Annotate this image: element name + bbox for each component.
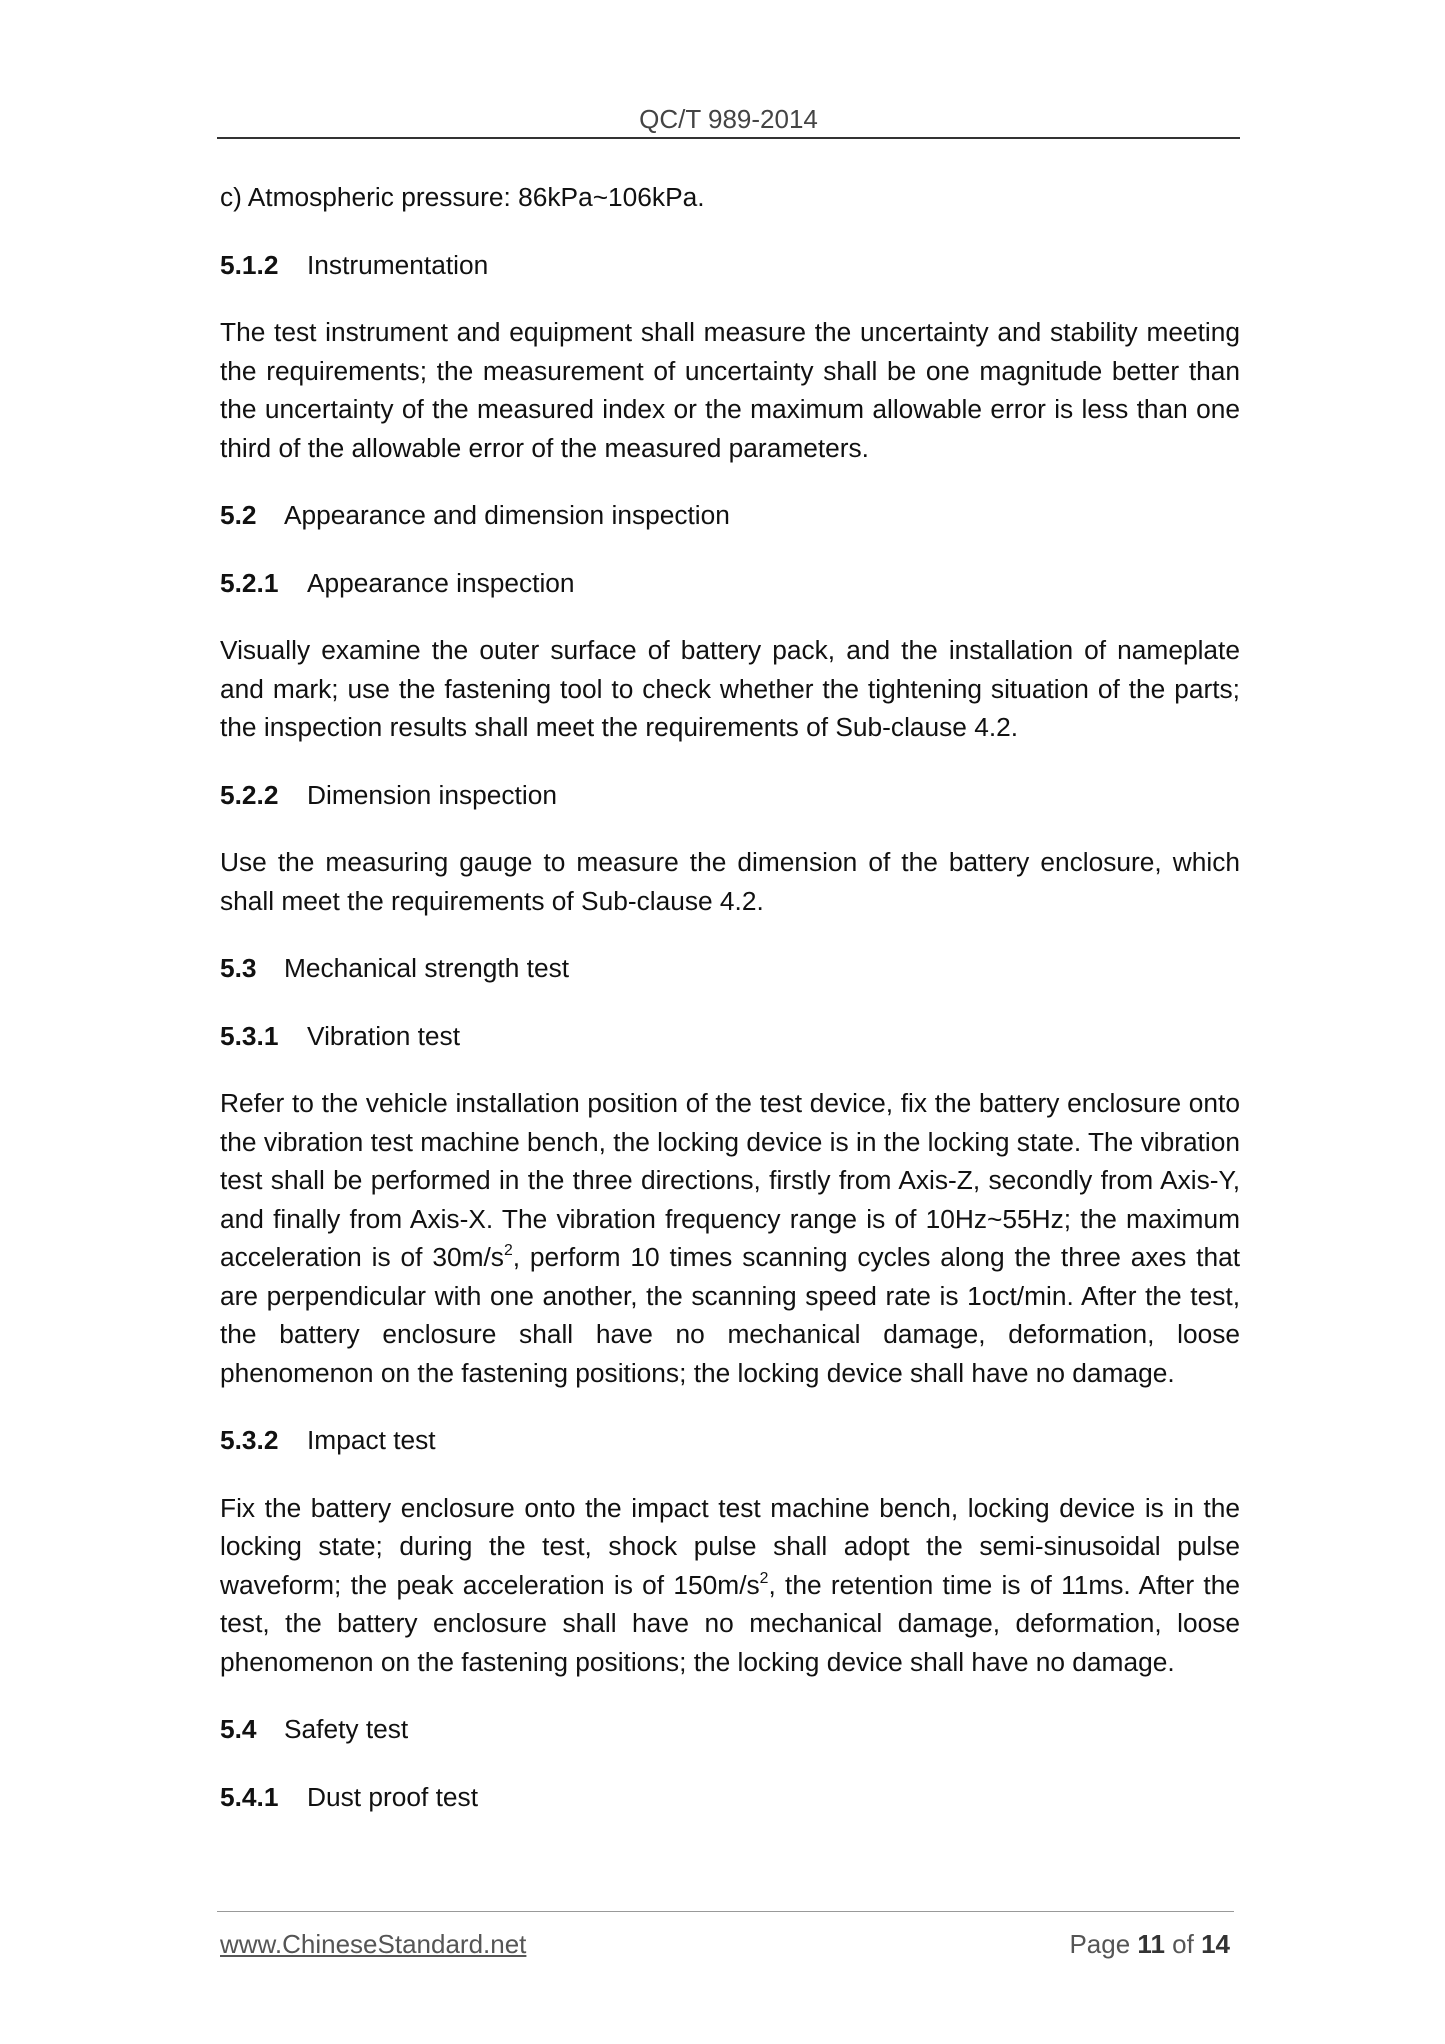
section-title: Dimension inspection: [307, 779, 557, 810]
section-number: 5.1.2: [220, 249, 279, 280]
atmospheric-pressure-item: c) Atmospheric pressure: 86kPa~106kPa.: [220, 182, 705, 212]
impact-text-part1: Fix the battery enclosure onto the impact test machine bench, locking device is in the locking state; during the test, shock pulse shall adopt the semi-sinusoidal pulse waveform; the peak acceleration is of 150m/s: [220, 1492, 1240, 1600]
appearance-paragraph: Visually examine the outer surface of battery pack, and the installation of nameplate and mark; use the fastening tool to check whether the tightening situation of the parts; the inspection results shall meet the requirements of Sub-clause 4.2.: [220, 635, 1240, 742]
page-indicator: [1069, 1929, 1230, 1960]
section-number: 5.4.1: [220, 1781, 279, 1812]
section-title: Vibration test: [307, 1020, 461, 1051]
vibration-text-part2: , perform 10 times scanning cycles along the three axes that are perpendicular with one another, the scanning speed rate is 1oct/min. After the test, the battery enclosure shall have no mechanical damage, deformation, loose phenomenon on the fastening positions; the locking device shall have no damage.: [220, 1242, 1241, 1388]
section-number: 5.4: [220, 1714, 257, 1744]
section-heading-5-3-2: [220, 1421, 1240, 1460]
impact-paragraph: [220, 1489, 1240, 1682]
impact-text-part2: , the retention time is of 11ms. After the test, the battery enclosure shall have no mechanical damage, deformation, loose phenomenon on the fastening positions; the locking device shall have no damage.: [220, 1569, 1240, 1677]
section-title: Impact test: [307, 1425, 436, 1455]
section-title: Dust proof test: [307, 1781, 479, 1812]
section-heading-5-1-2: [220, 246, 1240, 285]
section-title: Instrumentation: [307, 249, 489, 280]
footer-divider: [217, 1911, 1234, 1912]
section-number: 5.3: [220, 953, 257, 983]
page-total: 14: [1201, 1929, 1230, 1959]
section-heading-5-4: [220, 1710, 1240, 1749]
section-heading-5-3-1: [220, 1017, 1240, 1056]
section-title: Appearance and dimension inspection: [284, 500, 730, 530]
page-of: of: [1172, 1929, 1194, 1959]
document-body: [220, 178, 1240, 1845]
section-heading-5-4-1: [220, 1778, 1240, 1817]
section-heading-5-3: [220, 949, 1240, 988]
superscript: 2: [759, 1569, 769, 1587]
section-number: 5.2.1: [220, 567, 279, 598]
section-title: Mechanical strength test: [284, 953, 570, 983]
section-number: 5.3.1: [220, 1020, 279, 1051]
page-current: 11: [1137, 1929, 1165, 1959]
section-heading-5-2-2: [220, 776, 1240, 815]
vibration-paragraph: [220, 1084, 1240, 1392]
section-number: 5.2.2: [220, 779, 279, 810]
section-number: 5.2: [220, 500, 257, 530]
section-number: 5.3.2: [220, 1425, 279, 1455]
section-title: Safety test: [284, 1714, 409, 1744]
document-footer: [220, 1929, 1230, 1960]
header-divider: [217, 137, 1240, 139]
website-link[interactable]: www.ChineseStandard.net: [220, 1929, 527, 1959]
section-heading-5-2-1: [220, 564, 1240, 603]
instrumentation-paragraph: The test instrument and equipment shall measure the uncertainty and stability meeting the requirements; the measurement of uncertainty shall be one magnitude better than the uncertainty of the measured index or the maximum allowable error is less than one third of the allowable error of the measured parameters.: [220, 317, 1240, 463]
superscript: 2: [503, 1241, 513, 1259]
dimension-paragraph: Use the measuring gauge to measure the dimension of the battery enclosure, which shall meet the requirements of Sub-clause 4.2.: [220, 847, 1240, 916]
vibration-text-part1: Refer to the vehicle installation position of the test device, fix the battery enclosure onto the vibration test machine bench, the locking device is in the locking state. The vibration test shall be performed in the three directions, firstly from Axis-Z, secondly from Axis-Y, and finally from Axis-X. The vibration frequency range is of 10Hz~55Hz; the maximum acceleration is of 30m/s: [220, 1088, 1240, 1272]
section-heading-5-2: [220, 496, 1240, 535]
page-prefix: Page: [1069, 1929, 1131, 1959]
section-title: Appearance inspection: [307, 567, 575, 598]
document-header: QC/T 989-2014: [639, 104, 818, 134]
